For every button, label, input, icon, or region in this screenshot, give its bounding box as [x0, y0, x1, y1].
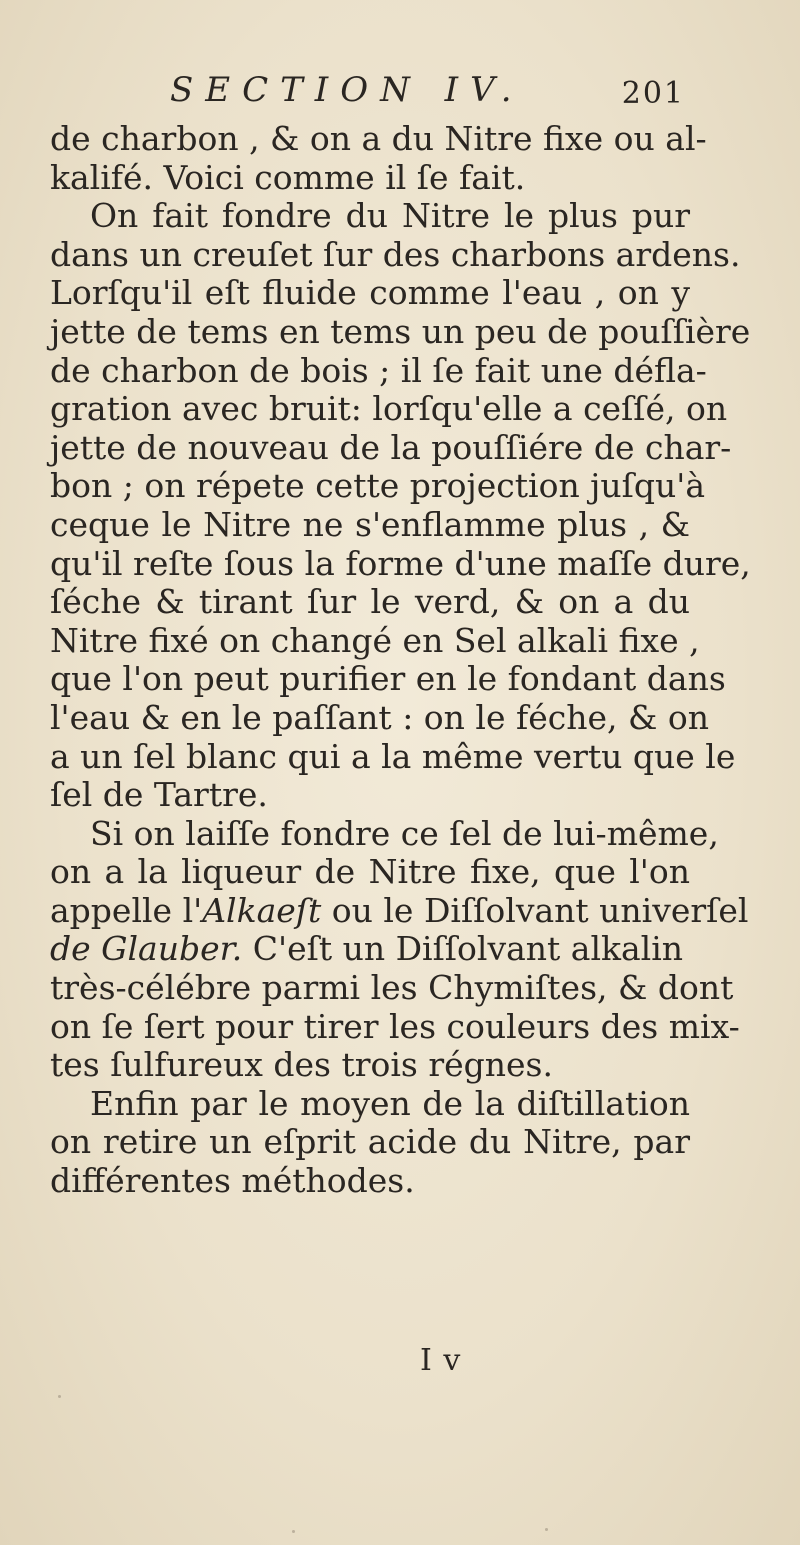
paper-speck — [545, 1528, 548, 1531]
text-line: gration avec bruit: lorſqu'elle a ceſſé, on — [50, 389, 728, 429]
page-header — [170, 70, 685, 120]
paper-speck — [58, 1395, 61, 1398]
text-line: ſéche & tirant ſur le verd, & on a du — [50, 582, 690, 622]
italic-term-glauber: de Glauber. — [50, 929, 243, 969]
text-line: bon ; on répete cette projection juſqu'à — [50, 466, 706, 506]
text-line: l'eau & en le paſſant : on le féche, & on — [50, 697, 709, 737]
text-line: qu'il reſte ſous la forme d'une maſſe dure, — [50, 543, 751, 583]
text-line: de charbon de bois ; il ſe fait une défla- — [50, 350, 707, 390]
text-line: tes ſulfureux des trois régnes. — [50, 1045, 553, 1085]
page-number: 201 — [621, 76, 685, 111]
running-head: SECTION IV. — [170, 70, 524, 110]
text-line: dans un creuſet ſur des charbons ardens. — [50, 234, 741, 274]
text-line: différentes méthodes. — [50, 1161, 415, 1201]
text-line: Si on laiſſe fondre ce ſel de lui-même, — [90, 813, 719, 853]
text-line-mixed — [50, 930, 690, 969]
catchword: I v — [420, 1343, 462, 1378]
text-line: Lorſqu'il eſt fluide comme l'eau , on y — [50, 273, 690, 313]
text-fragment: C'eſt un Diſſolvant alkalin — [242, 929, 684, 969]
body-text — [50, 119, 751, 1201]
text-line: que l'on peut purifier en le fondant dans — [50, 659, 726, 699]
paper-speck — [292, 1530, 295, 1533]
text-line: ceque le Nitre ne s'enflamme plus , & — [50, 504, 690, 544]
text-line: on ſe ſert pour tirer les couleurs des mix- — [50, 1006, 740, 1046]
text-line-mixed — [50, 890, 749, 931]
text-line: Enfin par le moyen de la diſtillation — [90, 1083, 690, 1123]
text-line: On fait fondre du Nitre le plus pur — [90, 196, 690, 236]
text-line: jette de tems en tems un peu de pouſſière — [50, 311, 751, 351]
italic-term-alkaest: Alkaeſt — [202, 890, 322, 930]
text-fragment: appelle l' — [50, 890, 203, 930]
text-line: on retire un eſprit acide du Nitre, par — [50, 1122, 690, 1162]
text-line: très-célébre parmi les Chymiſtes, & dont — [50, 968, 734, 1008]
text-line: jette de nouveau de la pouſſiére de char- — [50, 427, 732, 467]
text-line: a un ſel blanc qui a la même vertu que le — [50, 736, 736, 776]
text-line: on a la liqueur de Nitre fixe, que l'on — [50, 852, 690, 892]
text-line: ſel de Tartre. — [50, 775, 268, 815]
text-line: Nitre fixé on changé en Sel alkali fixe , — [50, 620, 700, 660]
text-line: kalifé. Voici comme il ſe fait. — [50, 157, 526, 197]
text-line: de charbon , & on a du Nitre fixe ou al- — [50, 119, 707, 158]
text-fragment: ou le Diſſolvant univerſel — [321, 890, 749, 930]
